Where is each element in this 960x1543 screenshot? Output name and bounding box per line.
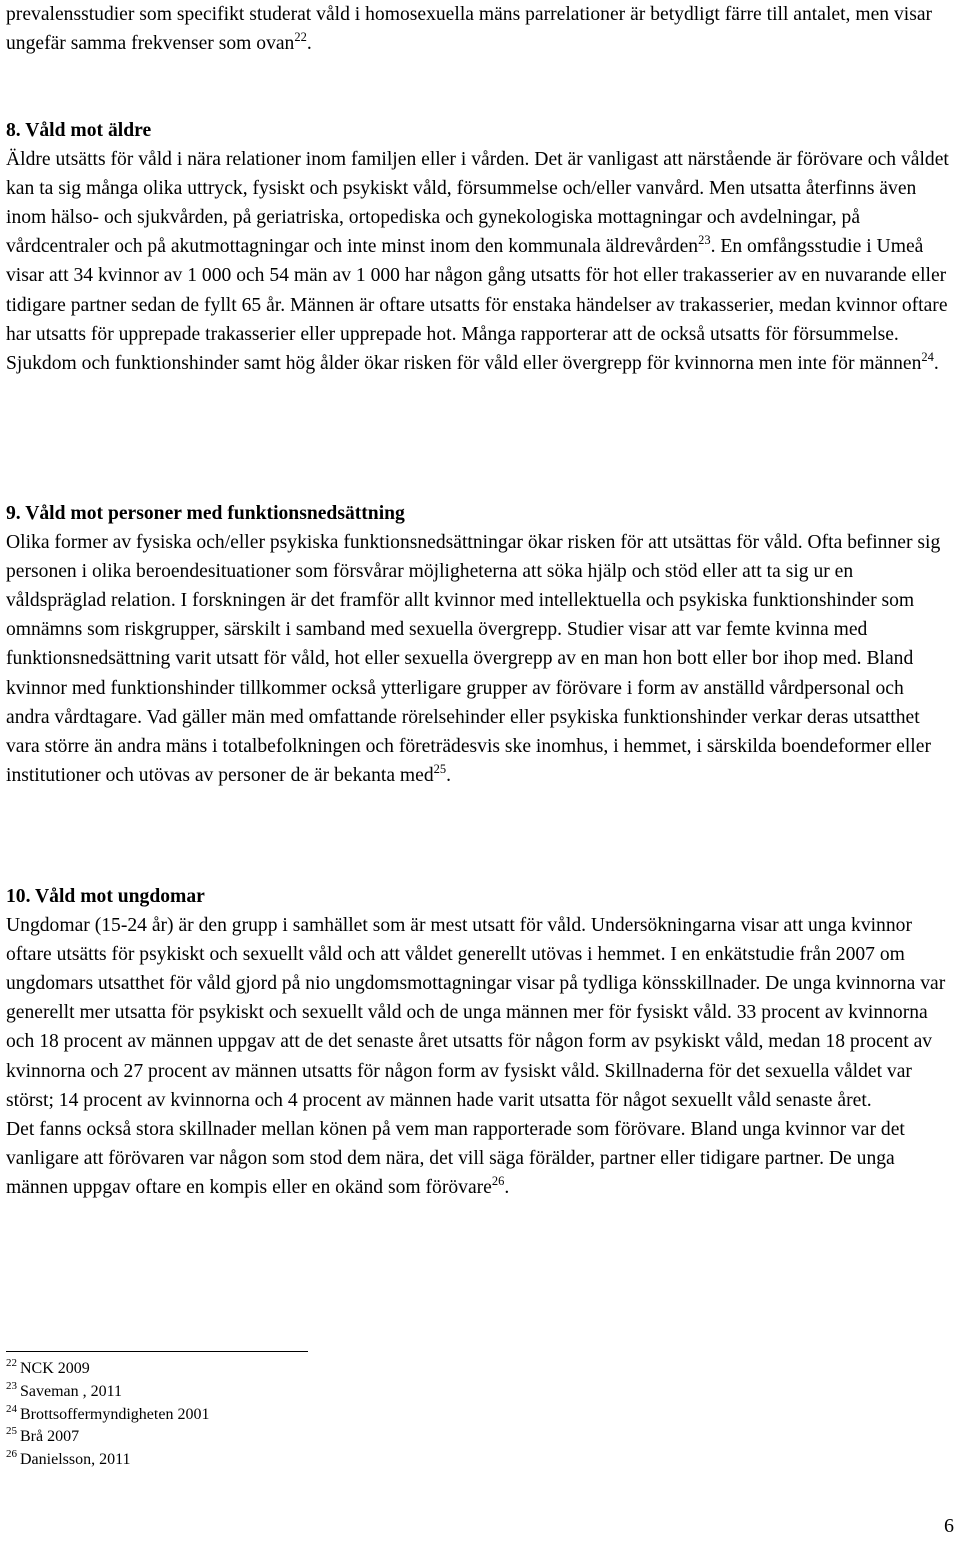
footnote-item: $^{24}$ Brottsoffermyndigheten 2001: [6, 1402, 210, 1423]
footnote-item: $^{26}$ Danielsson, 2011: [6, 1448, 131, 1469]
intro-paragraph: prevalensstudier som specifikt studerat våld i homosexuella mäns parrelationer är betydligt färre till antalet, men visar ungefär samma frekvenser som ovan$^{22}$.: [6, 4, 933, 55]
footnote-ref-22: 22: [294, 30, 307, 45]
footnote-ref-24: 24: [921, 349, 934, 364]
section-10-heading: 10. Våld mot ungdomar: [6, 886, 205, 907]
footnote-ref-23: 23: [698, 233, 711, 248]
intro-text: prevalensstudier som specifikt studerat våld i homosexuella mäns parrelationer är betydligt färre till antalet, men visar ungefär samma frekvenser som ovan: [6, 4, 933, 55]
footnote-ref-26: 26: [491, 1173, 505, 1188]
section-9-heading: 9. Våld mot personer med funktionsnedsättning: [6, 503, 405, 524]
section-8-paragraph: Äldre utsätts för våld i nära relationer inom familjen eller i vården. Det är vanligast att närstående är förövare och våldet kan ta sig många olika uttryck, fysiskt och psykiskt våld, försummelse och/eller vanvård. Men utsatta återfinns även inom hälso- och sjukvården, på geriatriska, ortopediska och gynekologiska mottagningar och avdelningar, på vårdcentraler och på akutmottagningar och inte minst inom den kommunala äldrevården$^{23}$. En omfångsstudie i Umeå visar att 34 kvinnor av 1 000 och 54 män av 1 000 har någon gång utsatts för hot eller trakasserier av en nuvarande eller tidigare partner sedan de fyllt 65 år. Männen är oftare utsatts för enstaka händelser av trakasserier, medan kvinnor oftare har utsatts för upprepade trakasserier eller upprepade hot. Många rapporterar att de också utsatts för försummelse. Sjukdom och funktionshinder samt hög ålder ökar risken för våld eller övergrepp för kvinnorna men inte för männen$^{24}$.: [6, 149, 949, 374]
footnote-item: $^{23}$ Saveman , 2011: [6, 1379, 123, 1400]
page-number: 6: [944, 1515, 954, 1537]
section-9: [6, 499, 952, 790]
section-8: [6, 116, 952, 378]
footnote-item: $^{25}$ Brå 2007: [6, 1425, 80, 1446]
footnote-ref-25: 25: [433, 761, 447, 776]
footnote-separator: [6, 1351, 308, 1352]
section-8-heading: 8. Våld mot äldre: [6, 120, 152, 141]
footnotes: [6, 1358, 209, 1472]
section-10-paragraph-1: Ungdomar (15-24 år) är den grupp i samhället som är mest utsatt för våld. Undersökningarna visar att unga kvinnor oftare utsätts för psykiskt och sexuellt våld och att våldet generellt utövas i hemmet. I en enkätstudie från 2007 om ungdomars utsatthet för våld gjord på nio ungdomsmottagningar visar på tydliga könsskillnader. De unga kvinnorna var generellt mer utsatta för psykiskt och sexuellt våld och de unga männen mer för fysiskt våld. 33 procent av kvinnorna och 18 procent av männen uppgav att de det senaste året utsatts för någon form av psykiskt våld, medan 18 procent av kvinnorna och 27 procent av männen utsatts för någon form av fysiskt våld. Skillnaderna för det sexuella våldet var störst; 14 procent av kvinnorna och 4 procent av männen hade varit utsatta för något sexuellt våld senaste året.: [6, 915, 946, 1111]
section-9-paragraph: Olika former av fysiska och/eller psykiska funktionsnedsättningar ökar risken för att utsättas för våld. Ofta befinner sig personen i olika beroendesituationer som försvårar möjligheterna att söka hjälp och stöd eller att ta sig ur en våldspräglad relation. I forskningen är det framför allt kvinnor med intellektuella och psykiska funktionshinder som omnämns som riskgrupper, särskilt i samband med sexuella övergrepp. Studier visar att var femte kvinna med funktionsnedsättning varit utsatt för våld, hot eller sexuella övergrepp av en man hon bott eller bor ihop med. Bland kvinnor med funktionshinder tillkommer också ytterligare grupper av förövare i form av anställd vårdpersonal och andra vårdtagare. Vad gäller män med omfattande rörelsehinder eller psykiska funktionshinder verkar deras utsatthet vara större än andra mäns i totalbefolkningen och företrädesvis ske inomhus, i hemmet, i särskilda boendeformer eller institutioner och utövas av personer de är bekanta med$^{25}$.: [6, 532, 941, 786]
section-10-paragraph-2: Det fanns också stora skillnader mellan könen på vem man rapporterade som förövare. Bland unga kvinnor var det vanligare att förövaren var någon som stod dem nära, det vill säga förälder, partner eller tidigare partner. De unga männen uppgav oftare en kompis eller en okänd som förövare$^{26}$.: [6, 1118, 905, 1198]
section-10: [6, 882, 952, 1202]
footnote-item: $^{22}$ NCK 2009: [6, 1357, 90, 1377]
